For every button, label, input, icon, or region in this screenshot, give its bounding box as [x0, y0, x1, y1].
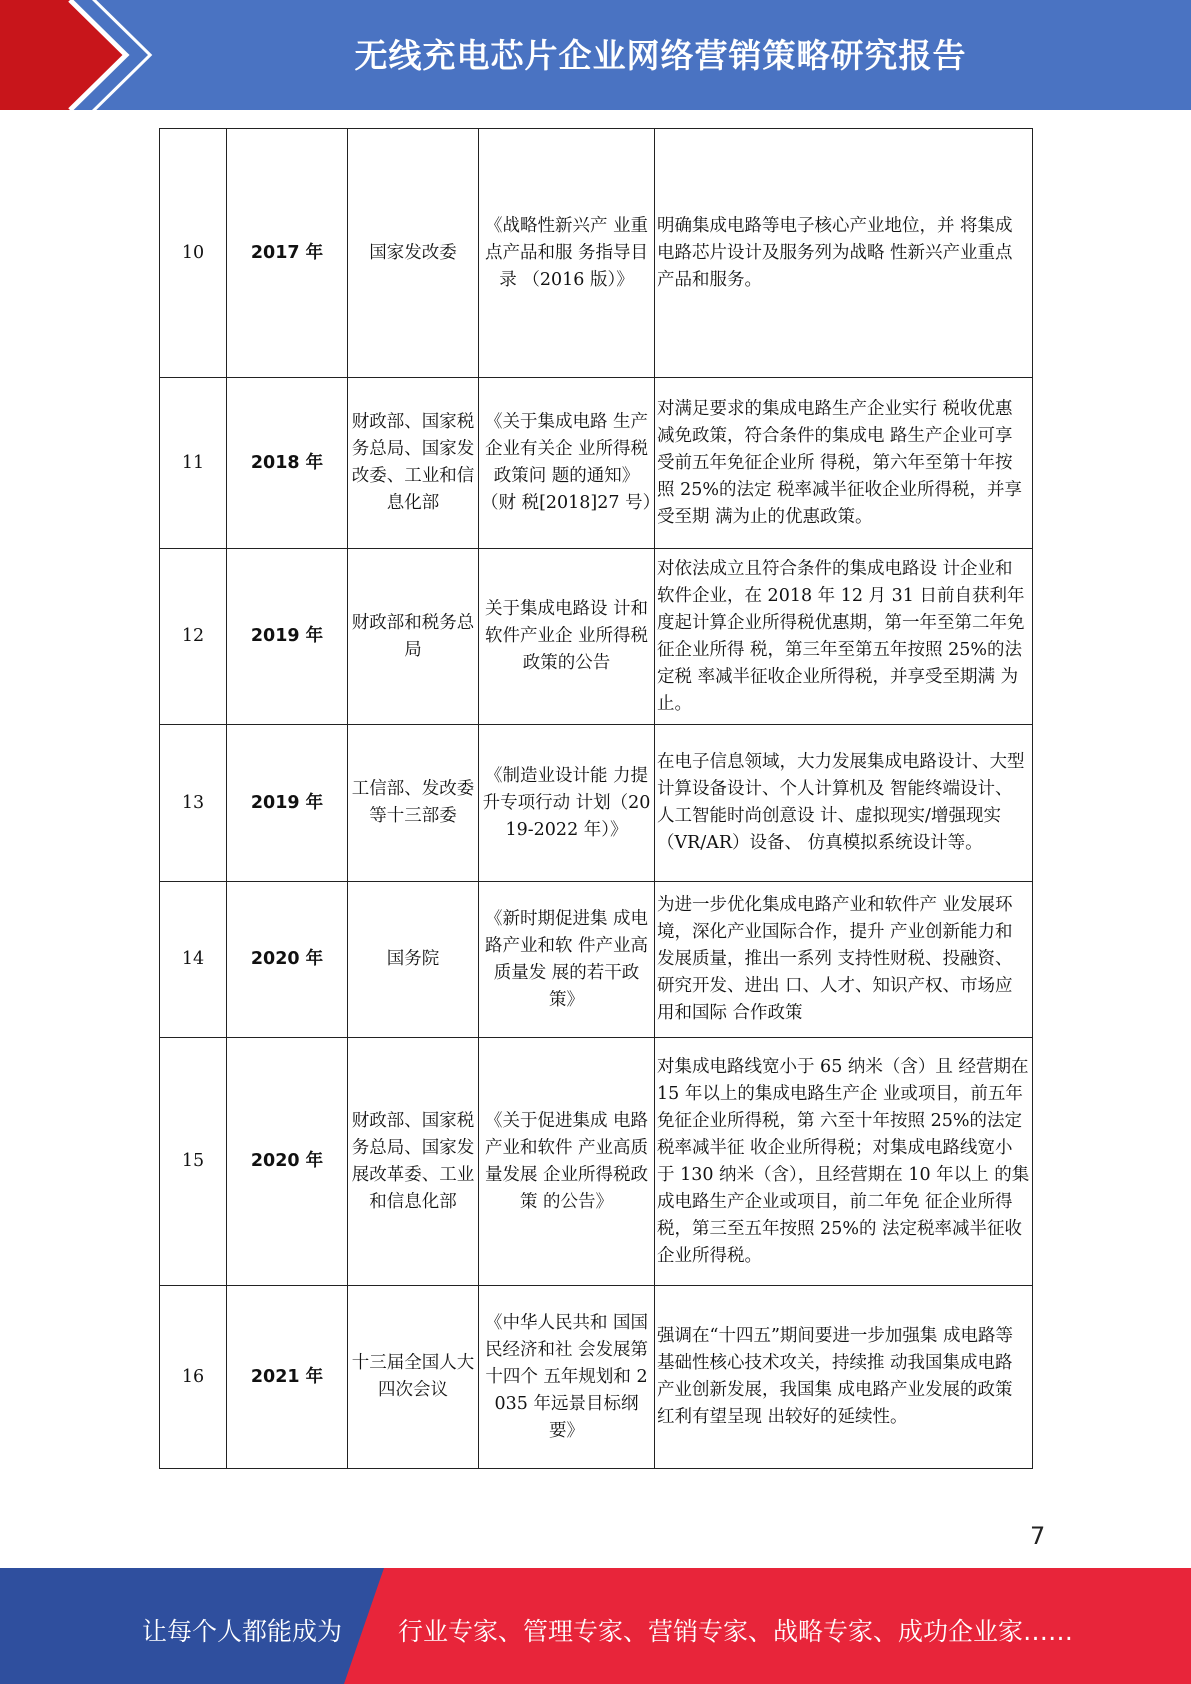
page-footer	[0, 1568, 1191, 1684]
policy-table	[159, 128, 1033, 1469]
row-description: 对依法成立且符合条件的集成电路设 计企业和软件企业，在 2018 年 12 月 31 日前自获利年度起计算企业所得税优惠期，第一年至第二年免征企业所得 税，第三年至第五年按照 25%的法定税 率减半征收企业所得税，并享受至期满 为止。	[655, 549, 1033, 725]
row-description: 为进一步优化集成电路产业和软件产 业发展环境，深化产业国际合作，提升 产业创新能力和发展质量，推出一系列 支持性财税、投融资、研究开发、进出 口、人才、知识产权、市场应用和国际 合作政策	[655, 882, 1033, 1038]
row-number: 12	[160, 549, 227, 725]
header-arrow-decoration	[0, 0, 160, 110]
row-number: 15	[160, 1038, 227, 1286]
row-description: 在电子信息领域，大力发展集成电路设计、大型计算设备设计、个人计算机及 智能终端设计、人工智能时尚创意设 计、虚拟现实/增强现实（VR/AR）设备、 仿真模拟系统设计等。	[655, 725, 1033, 882]
row-department: 工信部、发改委等十三部委	[348, 725, 479, 882]
row-year: 2019 年	[227, 725, 348, 882]
page-number: 7	[1030, 1522, 1046, 1550]
row-number: 16	[160, 1286, 227, 1469]
footer-slogan-left: 让每个人都能成为	[142, 1617, 343, 1646]
table-row	[160, 1038, 1033, 1286]
footer-slogan-right: 行业专家、管理专家、营销专家、战略专家、成功企业家……	[398, 1617, 1074, 1646]
row-document: 《制造业设计能 力提升专项行动 计划（2019-2022 年）》	[479, 725, 655, 882]
table-row	[160, 1286, 1033, 1469]
table-row	[160, 129, 1033, 378]
row-year: 2021 年	[227, 1286, 348, 1469]
row-description: 对集成电路线宽小于 65 纳米（含）且 经营期在 15 年以上的集成电路生产企 业或项目，前五年免征企业所得税，第 六至十年按照 25%的法定税率减半征 收企业所得税；对集成电路线宽小于 130 纳米（含），且经营期在 10 年以上 的集成电路生产企业或项目，前二年免 征企业所得税，第三至五年按照 25%的 法定税率减半征收企业所得税。	[655, 1038, 1033, 1286]
row-document: 《中华人民共和 国国民经济和社 会发展第十四个 五年规划和 2035 年远景目标纲 要》	[479, 1286, 655, 1469]
row-description: 对满足要求的集成电路生产企业实行 税收优惠减免政策，符合条件的集成电 路生产企业可享受前五年免征企业所 得税，第六年至第十年按照 25%的法定 税率减半征收企业所得税，并享受至期 满为止的优惠政策。	[655, 378, 1033, 549]
row-document: 《关于集成电路 生产企业有关企 业所得税政策问 题的通知》（财 税[2018]27 号）	[479, 378, 655, 549]
row-year: 2018 年	[227, 378, 348, 549]
row-number: 11	[160, 378, 227, 549]
row-description: 明确集成电路等电子核心产业地位，并 将集成电路芯片设计及服务列为战略 性新兴产业重点产品和服务。	[655, 129, 1033, 378]
row-year: 2017 年	[227, 129, 348, 378]
row-number: 13	[160, 725, 227, 882]
row-document: 《战略性新兴产 业重点产品和服 务指导目录 （2016 版）》	[479, 129, 655, 378]
table-row	[160, 725, 1033, 882]
table-row	[160, 882, 1033, 1038]
row-department: 财政部和税务总局	[348, 549, 479, 725]
row-document: 《新时期促进集 成电路产业和软 件产业高质量发 展的若干政策》	[479, 882, 655, 1038]
row-year: 2020 年	[227, 882, 348, 1038]
row-department: 财政部、国家税务总局、国家发展改革委、工业和信息化部	[348, 1038, 479, 1286]
row-number: 10	[160, 129, 227, 378]
row-department: 十三届全国人大四次会议	[348, 1286, 479, 1469]
report-title: 无线充电芯片企业网络营销策略研究报告	[354, 36, 967, 75]
row-department: 财政部、国家税务总局、国家发改委、工业和信息化部	[348, 378, 479, 549]
table-row	[160, 549, 1033, 725]
row-department: 国家发改委	[348, 129, 479, 378]
row-year: 2019 年	[227, 549, 348, 725]
row-description: 强调在“十四五”期间要进一步加强集 成电路等基础性核心技术攻关，持续推 动我国集成电路产业创新发展，我国集 成电路产业发展的政策红利有望呈现 出较好的延续性。	[655, 1286, 1033, 1469]
row-year: 2020 年	[227, 1038, 348, 1286]
table-row	[160, 378, 1033, 549]
row-number: 14	[160, 882, 227, 1038]
row-document: 《关于促进集成 电路产业和软件 产业高质量发展 企业所得税政策 的公告》	[479, 1038, 655, 1286]
row-department: 国务院	[348, 882, 479, 1038]
row-document: 关于集成电路设 计和软件产业企 业所得税政策的公告	[479, 549, 655, 725]
page-header	[0, 0, 1191, 110]
